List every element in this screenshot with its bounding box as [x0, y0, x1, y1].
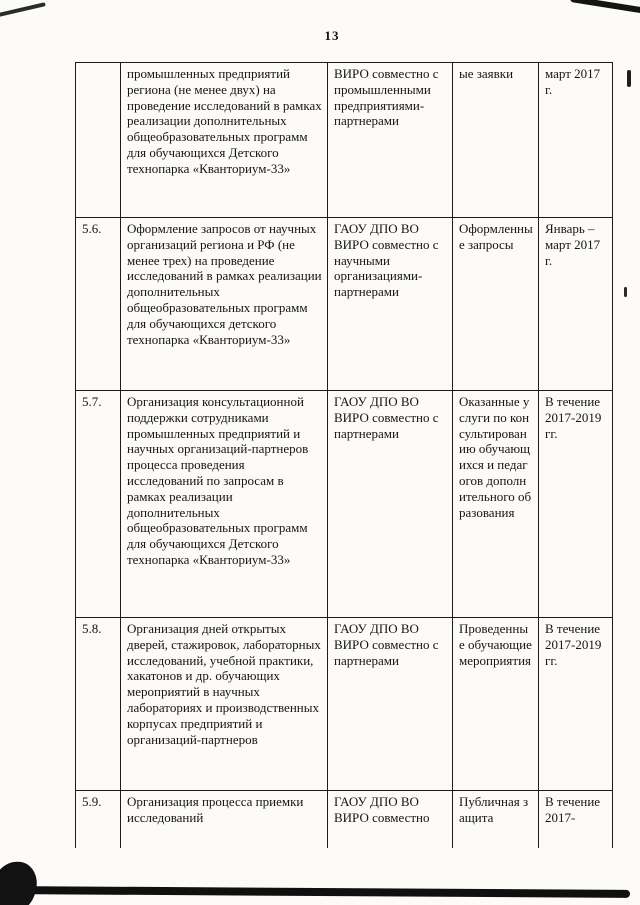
scan-artifact-right-mark	[624, 287, 627, 297]
table-row	[76, 391, 613, 618]
scan-artifact-bottom-streak	[14, 886, 630, 898]
table-region	[75, 62, 614, 848]
activity-plan-table	[75, 62, 613, 848]
result-cell: Оказанные услуги по консультированию обучающихся и педагогов дополнительного образования	[453, 391, 539, 618]
row-number-cell: 5.8.	[76, 618, 121, 791]
row-number-cell: 5.7.	[76, 391, 121, 618]
table-row	[76, 791, 613, 849]
activity-cell: Оформление запросов от научных организаций региона и РФ (не менее трех) на проведение исследований в рамках реализации дополнительных общеобразовательных программ для обучающихся детского технопарка «Кванториум-33»	[121, 218, 328, 391]
table-row	[76, 218, 613, 391]
period-cell: В течение 2017-2019 гг.	[539, 391, 613, 618]
period-cell: март 2017 г.	[539, 63, 613, 218]
table-row	[76, 63, 613, 218]
scan-artifact-top-right	[570, 0, 640, 14]
scan-artifact-top-left	[0, 2, 46, 18]
result-cell: ые заявки	[453, 63, 539, 218]
activity-cell: Организация процесса приемки исследований	[121, 791, 328, 849]
scan-artifact-right-mark	[627, 70, 631, 87]
result-cell: Публичная защита	[453, 791, 539, 849]
period-cell: В течение 2017-	[539, 791, 613, 849]
row-number-cell	[76, 63, 121, 218]
responsible-cell: ГАОУ ДПО ВО ВИРО совместно с научными организациями-партнерами	[328, 218, 453, 391]
page-number: 13	[324, 28, 340, 43]
result-cell: Проведенные обучающие мероприятия	[453, 618, 539, 791]
activity-cell: Организация консультационной поддержки сотрудниками промышленных предприятий и научных организаций-партнеров процесса проведения исследований по запросам в рамках реализации дополнительных общеобразовательных программ для обучающихся Детского технопарка «Кванториум-33»	[121, 391, 328, 618]
row-number-cell: 5.6.	[76, 218, 121, 391]
row-number-cell: 5.9.	[76, 791, 121, 849]
responsible-cell: ГАОУ ДПО ВО ВИРО совместно с партнерами	[328, 391, 453, 618]
activity-cell: Организация дней открытых дверей, стажировок, лабораторных исследований, учебной практики, хакатонов и др. обучающих мероприятий в научных лабораториях и производственных корпусах предприятий и организаций-партнеров	[121, 618, 328, 791]
activity-cell: промышленных предприятий региона (не менее двух) на проведение исследований в рамках реализации дополнительных общеобразовательных программ для обучающихся Детского технопарка «Кванториум-33»	[121, 63, 328, 218]
table-row	[76, 618, 613, 791]
scan-artifact-bottom-left-blob	[0, 856, 42, 905]
responsible-cell: ГАОУ ДПО ВО ВИРО совместно с партнерами	[328, 618, 453, 791]
responsible-cell: ГАОУ ДПО ВО ВИРО совместно	[328, 791, 453, 849]
result-cell: Оформленные запросы	[453, 218, 539, 391]
period-cell: Январь – март 2017 г.	[539, 218, 613, 391]
responsible-cell: ВИРО совместно с промышленными предприятиями-партнерами	[328, 63, 453, 218]
period-cell: В течение 2017-2019 гг.	[539, 618, 613, 791]
